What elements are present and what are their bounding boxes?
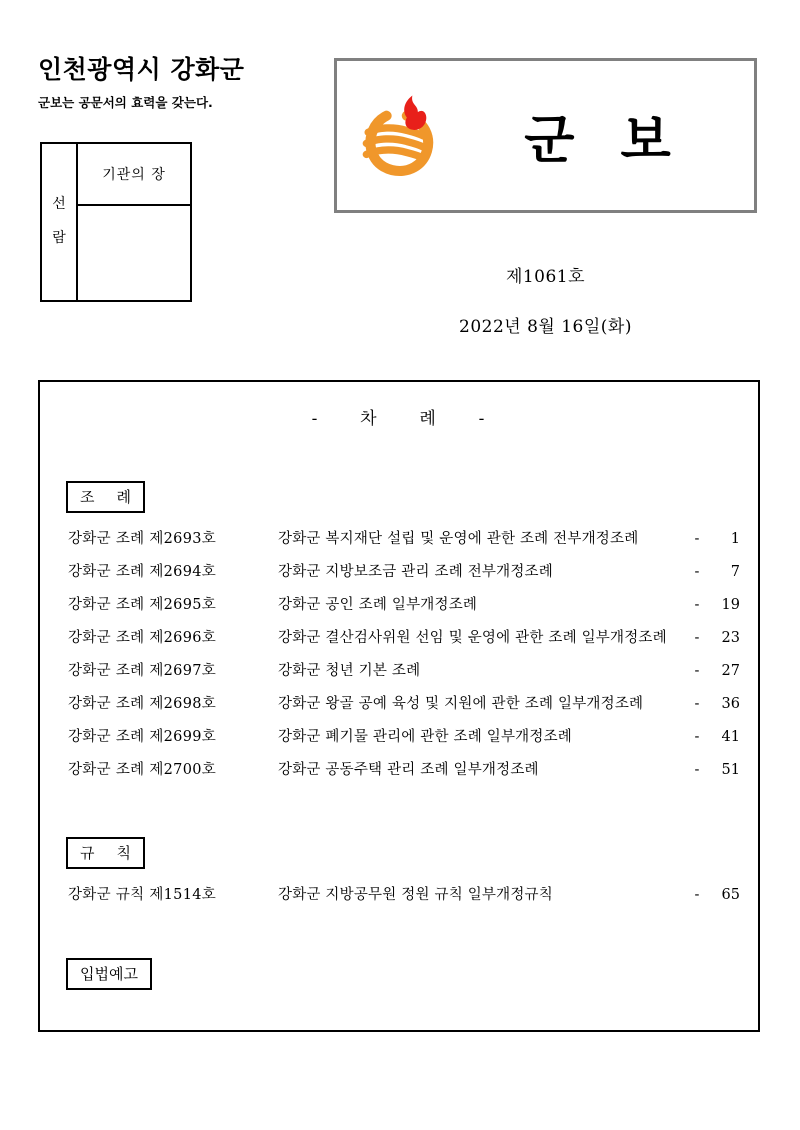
toc-entry-title: 강화군 폐기물 관리에 관한 조례 일부개정조례 [278, 729, 572, 746]
toc-section-char-2: 례 [116, 488, 131, 506]
toc-section-char-2: 칙 [116, 844, 131, 863]
toc-section-char-1: 규 [80, 844, 95, 863]
stamp-signature-cell [78, 206, 190, 300]
toc-entry-number: 강화군 조례 제2694호 [68, 564, 217, 581]
toc-entry-title: 강화군 결산검사위원 선임 및 운영에 관한 조례 일부개정조례 [278, 630, 667, 647]
toc-section-header-label: 입법예고 [80, 965, 138, 984]
masthead-title [451, 98, 754, 173]
toc-entry-list [40, 885, 758, 906]
toc-entry-number: 강화군 조례 제2693호 [68, 531, 217, 547]
toc-entry-number: 강화군 규칙 제1514호 [68, 887, 217, 904]
toc-entry-title: 강화군 공인 조례 일부개정조례 [278, 597, 478, 614]
toc-entry[interactable] [68, 727, 740, 748]
toc-section-header-label [80, 842, 131, 863]
toc-entry-dash: - [694, 696, 700, 713]
toc-entry-title: 강화군 왕골 공예 육성 및 지원에 관한 조례 일부개정조례 [278, 696, 644, 713]
toc-entry-title: 강화군 복지재단 설립 및 운영에 관한 조례 전부개정조례 [278, 531, 639, 547]
issue-date: 2022년 8월 16일(화) [459, 317, 632, 337]
toc-entry-title: 강화군 공동주택 관리 조례 일부개정조례 [278, 762, 539, 779]
toc-entry-dash: - [694, 729, 700, 746]
stamp-header-cell: 기관의 장 [78, 144, 190, 206]
toc-entry-page: 41 [721, 729, 740, 746]
masthead-panel [334, 58, 757, 213]
toc-heading-word-2: 례 [419, 409, 438, 429]
toc-entry-page: 1 [730, 531, 740, 547]
toc-section-header-label [80, 486, 131, 507]
toc-entry-list [40, 529, 758, 781]
gov-identity-block [38, 56, 318, 111]
stamp-label-column [42, 144, 78, 300]
gazette-legal-note: 군보는 공문서의 효력을 갖는다. [38, 94, 213, 110]
toc-entry-number: 강화군 조례 제2696호 [68, 630, 217, 647]
toc-section-header-3 [66, 958, 152, 990]
toc-entry-number: 강화군 조례 제2700호 [68, 762, 217, 779]
toc-entry-page: 23 [721, 630, 740, 647]
toc-entry[interactable] [68, 562, 740, 583]
stamp-label-char-2: 람 [52, 230, 66, 246]
toc-entry[interactable] [68, 760, 740, 781]
toc-section-header-1 [66, 481, 145, 513]
toc-section-char-1: 조 [80, 488, 95, 506]
toc-heading-dash-left: - [311, 409, 320, 429]
toc-entry-page: 27 [721, 663, 740, 680]
table-of-contents [38, 380, 760, 1032]
page-title: 인천광역시 강화군 [38, 55, 245, 84]
toc-section-header-2 [66, 837, 145, 869]
toc-entry-page: 65 [721, 887, 740, 904]
toc-entry-page: 51 [721, 762, 740, 779]
toc-entry-number: 강화군 조례 제2699호 [68, 729, 217, 746]
toc-entry[interactable] [68, 628, 740, 649]
toc-entry[interactable] [68, 661, 740, 682]
toc-entry-number: 강화군 조례 제2695호 [68, 597, 217, 614]
toc-entry-title: 강화군 지방보조금 관리 조례 전부개정조례 [278, 564, 553, 581]
stamp-signature-column [78, 144, 190, 300]
toc-heading-dash-right: - [478, 409, 487, 429]
toc-entry-page: 7 [730, 564, 740, 581]
toc-entry-title: 강화군 청년 기본 조례 [278, 663, 421, 680]
toc-entry[interactable] [68, 885, 740, 906]
issue-number: 제1061호 [505, 267, 586, 287]
toc-entry-number: 강화군 조례 제2698호 [68, 696, 217, 713]
toc-entry-dash: - [694, 597, 700, 614]
toc-entry-page: 36 [721, 696, 740, 713]
toc-heading-word-1: 차 [360, 409, 379, 429]
page-header [0, 0, 800, 350]
approval-stamp-box [40, 142, 192, 302]
toc-entry[interactable] [68, 694, 740, 715]
masthead-title-text: 군보 [524, 111, 717, 171]
toc-entry-dash: - [694, 630, 700, 647]
toc-entry-page: 19 [721, 597, 740, 614]
toc-entry-dash: - [694, 531, 700, 547]
toc-entry-dash: - [694, 887, 700, 904]
toc-section-list [40, 429, 758, 990]
stamp-label-char-1: 선 [52, 196, 66, 213]
toc-entry-dash: - [694, 564, 700, 581]
toc-entry[interactable] [68, 529, 740, 550]
toc-entry-title: 강화군 지방공무원 정원 규칙 일부개정규칙 [278, 887, 553, 904]
toc-heading [40, 404, 758, 429]
toc-entry[interactable] [68, 595, 740, 616]
ganghwa-county-emblem-icon [359, 90, 451, 182]
toc-entry-dash: - [694, 663, 700, 680]
toc-entry-number: 강화군 조례 제2697호 [68, 663, 217, 680]
toc-entry-dash: - [694, 762, 700, 779]
